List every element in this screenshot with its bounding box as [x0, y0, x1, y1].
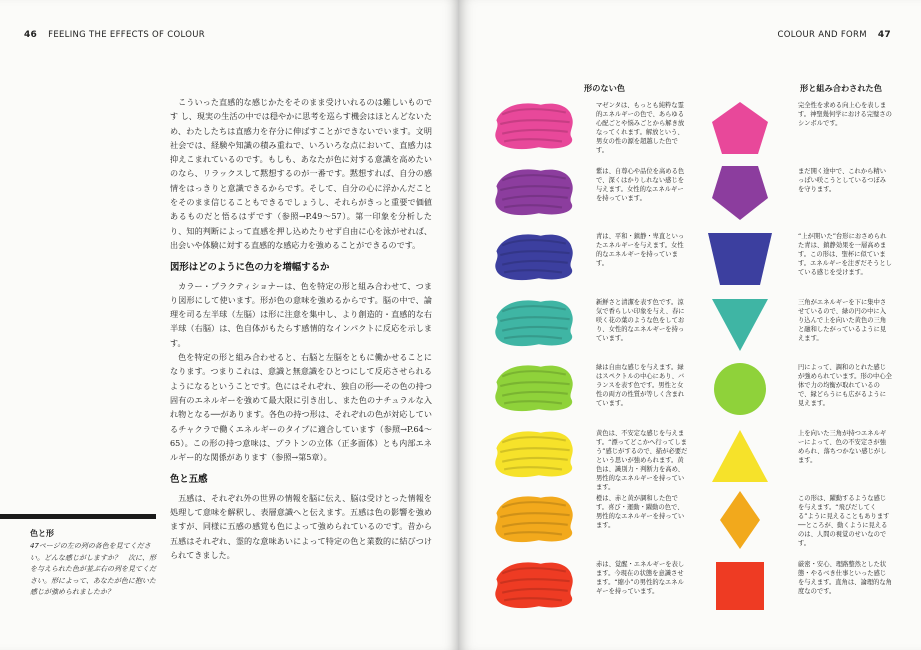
colour-swatch-4	[490, 296, 578, 350]
section-1-paragraph: 色を特定の形と組み合わせると、右脳と左脳をともに働かせることになります。つまりこれは、意識と無意識をひとつにして反応させられるようになるということです。色にはそれぞれ、独自の形──その色の持つ固有のエネルギーを強めて最大限に引き出し、また色のナチュラルな入れ物となる──があります。各色の持つ形は、それぞれの色が対応しているチャクラで働くエネルギーのタイプに適合しています（参照→P.64～65）。この形の持つ意味は、プラトンの立体（正多面体）とも内部エネルギー的な関係があります（参照→第5章）。	[170, 352, 432, 463]
form-description-2: まだ開く途中で、これから精いっぱい咲こうとしているつぼみを守ります。	[798, 167, 887, 193]
form-description-5: 円によって、調和のとれた感じが強められています。形の中心全体で力の均衡が取れているので、縁どらうにも広がるように見えます。	[798, 364, 892, 408]
section-1-paragraph: カラー・プラクティショナーは、色を特定の形と組み合わせて、つまり図形にして使います。形が色の意味を強めるからです。脳の中で、論理を司る左半球（左脳）は形に注意を集中し、より創造的・直感的な右半球（右脳）は、色自体がもたらす感情的なインパクトに反応を示します。	[170, 280, 432, 348]
left-page-number: 46	[24, 30, 38, 40]
form-description-4: 三角がエネルギーを下に集中させているので、緑の円の中に入り込んで上を向いた黄色の三角と融和したがっているように見えます。	[798, 298, 887, 342]
trapezoid-shape	[708, 233, 772, 285]
form-shape-diamond	[708, 491, 772, 549]
form-description-3: “上が開いた”台形におさめられた青は、鎮静効果を一層高めます。この形は、聖杯に似ています。エネルギーを注ぎだそうとしている感じを受けます。	[798, 233, 892, 277]
section-2-paragraph: 五感は、それぞれ外の世界の情報を脳に伝え、脳は受けとった情報を処理して意味を解釈し、表層意識へと伝えます。五感は色の影響を強めますが、同様に五感の感覚も色によって強められているのです。昔から五感はそれぞれ、霊的な意味あいによって特定の色と業数的に結びつけられてきました。	[170, 492, 432, 560]
colour-swatch-7	[490, 492, 578, 546]
form-shape-circle	[708, 360, 772, 418]
sidebar-title: 色と形	[30, 529, 54, 538]
form-shape-up-triangle	[708, 426, 772, 484]
sidebar-rule	[0, 514, 156, 519]
colour-swatch-1	[490, 99, 578, 153]
colour-swatch-8	[490, 558, 578, 612]
form-shape-square	[708, 557, 772, 615]
colour-swatch-6	[490, 427, 578, 481]
form-description-1: 完全性を求める向上心を表します。神聖幾何学における完璧さのシンボルです。	[798, 102, 892, 128]
colour-description-4: 新鮮さと清潔を表す色です。涼気で香らしい印象を与え、春に咲く花の葉のような色をしており、女性的なエネルギーを持っています。	[596, 298, 685, 342]
heading-shape-amplifies-colour: 図形はどのように色の力を増幅するか	[170, 262, 330, 274]
intro-paragraph: こういった直感的な感じかたをそのまま受けいれるのは難しいものです し、現実の生活の中では穏やかに思考を巡らす機会はほとんどないため、わたしたちは直感力を存分に伸ばすことができないでいます。文明社会では、経験や知識の積み重ねで、いろいろな点において、直感力は抑えこまれているのです。もしも、あなたが色に対する意識を高めたいのなら、リラックスして黙想するのが一番です。黙想すれば、自分の感情をはっきりと意識できるからです。そして、自分の心に浮かんだことをそのまま信じることもできるでしょうし、それらがきっと重要で価値あるものだと悟るはずです（参照→P.49～57）。第一印象を分析したり、知的判断によって直感を押し込めたりせず自由に心を泳がせれば、出会いや体験に対する直感的な感応力を強めることができるのです。	[170, 97, 432, 250]
form-description-6: 上を向いた三角が持つエネルギーによって、色の不安定さが強められ、落ちつかない感じがします。	[798, 429, 887, 464]
left-running-title: FEELING THE EFFECTS OF COLOUR	[48, 30, 205, 40]
left-running-head	[24, 30, 205, 40]
colour-swatch-3	[490, 230, 578, 284]
colour-description-6: 黄色は、不安定な感じを与えます。“漂ってどこかへ行ってしまう”感じがするので、描が必要だという思いが強められます。黄色は、識別力・判断力を高め、男性的なエネルギーを持っています。	[596, 429, 688, 492]
form-description-7: この形は、躍動するような感じを与えます。“飛びだしてくる”ように見えることもあります──ところが、動くように見えるのは、人間の視覚のせいなのです。	[798, 495, 890, 548]
square-shape	[716, 562, 764, 610]
right-running-title: COLOUR AND FORM	[777, 30, 867, 40]
colour-swatch-2	[490, 165, 578, 219]
right-page-number: 47	[877, 30, 891, 40]
left-body-text	[170, 95, 432, 562]
colour-description-5: 緑は自由な感じを与えます。緑はスペクトルの中心にあり、バランスを表す色です。男性と女性の両方の性質が等しく含まれています。	[596, 364, 685, 408]
down-triangle-shape	[712, 299, 768, 351]
form-shape-trapezoid	[708, 229, 772, 287]
diamond-shape	[720, 491, 760, 549]
up-triangle-shape	[712, 430, 768, 482]
colour-column-title: 形のない色	[584, 83, 625, 93]
right-page	[458, 0, 921, 650]
colour-description-3: 青は、平和・鎮静・卑直といったエネルギーを与えます。女性的なエネルギーを持っています。	[596, 233, 685, 268]
colour-description-7: 橙は、赤と黄が調和した色です。喜び・運動・躍動の色で、男性的なエネルギーを持っています。	[596, 495, 685, 530]
form-shape-inverted-pentagon	[708, 164, 772, 222]
right-running-head	[778, 30, 891, 40]
colour-description-2: 紫は、自尊心や品位を高める色で、深くはかりしれない感じを与えます。女性的なエネルギーを持っています。	[596, 167, 685, 202]
colour-description-1: マゼンタは、もっとも純粋な霊的エネルギーの色で、あらゆる心配ごとや悩みごとから解き放なってくれます。解放という、男女の性の源を超越した色です。	[596, 102, 685, 155]
form-column-title: 形と組み合わされた色	[800, 83, 882, 93]
circle-shape	[714, 363, 766, 415]
form-description-8: 厳密・安心、理路整然とした状態・やるべき仕事といった感じを与えます。直角は、論理的な角度なのです。	[798, 560, 892, 595]
heading-colour-and-senses: 色と五感	[170, 474, 208, 486]
pentagon-shape	[712, 102, 768, 154]
form-shape-pentagon	[708, 98, 772, 156]
sidebar-box	[30, 528, 158, 598]
sidebar-text: 47ページの左の列の各色を見てください。どんな感じがしますか？ 次に、形を与えられた色が並ぶ右の列を見てください。形によって、あなたが色に抱いた感じが強められましたか？	[30, 542, 156, 597]
left-page	[0, 0, 458, 650]
inverted-pentagon-shape	[712, 166, 768, 220]
colour-description-8: 赤は、覚醒・エネルギーを表します。今現在の状態を意識させます。“縮小”の男性的なエネルギーを持っています。	[596, 560, 685, 595]
colour-swatch-5	[490, 361, 578, 415]
form-shape-down-triangle	[708, 295, 772, 353]
